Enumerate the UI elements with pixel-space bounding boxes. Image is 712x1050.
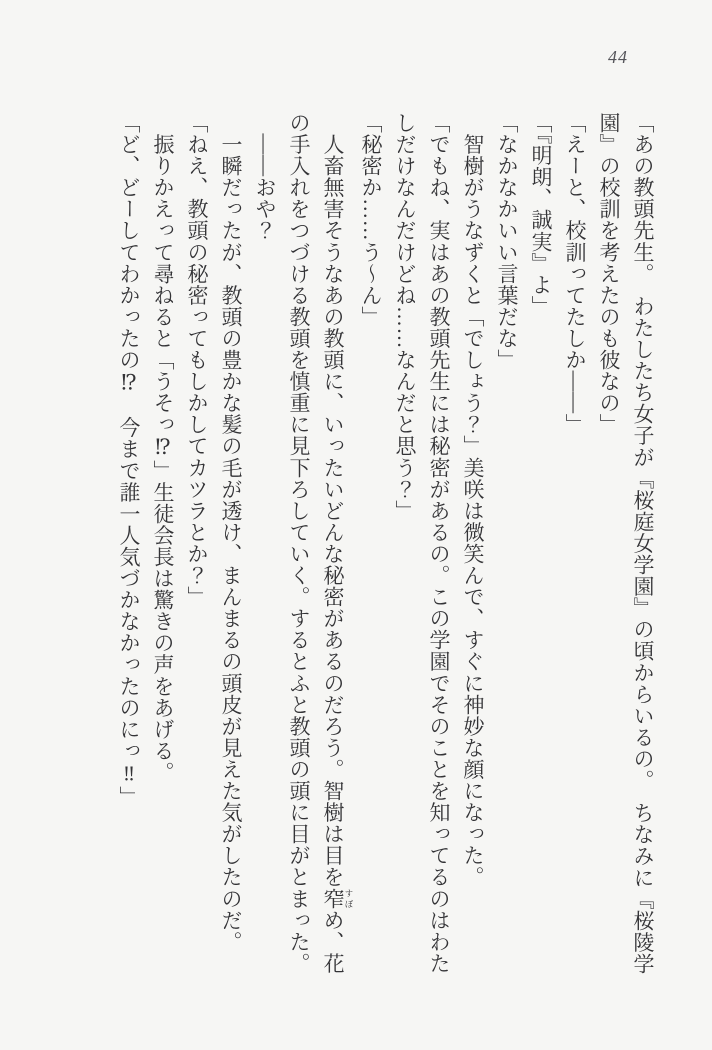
paragraph: 「ねえ、教頭の秘密ってもしかしてカツラとか？」 <box>185 112 209 608</box>
paragraph: ――おや？ <box>253 112 277 242</box>
paragraph: 「でもね、実はあの教頭先生には秘密があるの。この学園でそのことを知ってるのはわたしだけなんだけどね……なんだと思う？」 <box>393 112 451 974</box>
paragraph: 振りかえって尋ねると「うそっ⁉」生徒会長は驚きの声をあげる。 <box>151 112 175 784</box>
paragraph: 一瞬だったが、教頭の豊かな髪の毛が透け、まんまるの頭皮が見えた気がしたのだ。 <box>219 112 243 953</box>
paragraph: 人畜無害そうなあの教頭に、いったいどんな秘密があるのだろう。智樹は目を窄 すぼめ、花の手入れをつづける教頭を慎重に見下ろしていく。するとふと教頭の頭に目がとまった。 <box>287 112 354 975</box>
paragraph: 「えーと、校訓ってたしか――」 <box>563 112 587 436</box>
paragraph: 「なかなかいい言葉だな」 <box>495 112 519 371</box>
page-number: 44 <box>608 47 628 67</box>
text-block <box>112 112 660 980</box>
paragraph: 「秘密か……う〜ん」 <box>359 112 383 328</box>
paragraph: 「ど、どーしてわかったの⁉ 今まで誰一人気づかなかったのにっ‼」 <box>117 112 141 808</box>
ruby-annotation: 窄 すぼ <box>321 887 354 910</box>
paragraph: 「あの教頭先生。 わたしたち女子が『桜庭女学園』の頃からいるの。 ちなみに『桜陵学園』の校訓を考えたのも彼なの」 <box>597 112 655 975</box>
paragraph: 智樹がうなずくと「でしょう？」美咲は微笑んで、すぐに神妙な顔になった。 <box>461 112 485 888</box>
paragraph: 「『明朗、誠実』よ」 <box>529 112 553 317</box>
